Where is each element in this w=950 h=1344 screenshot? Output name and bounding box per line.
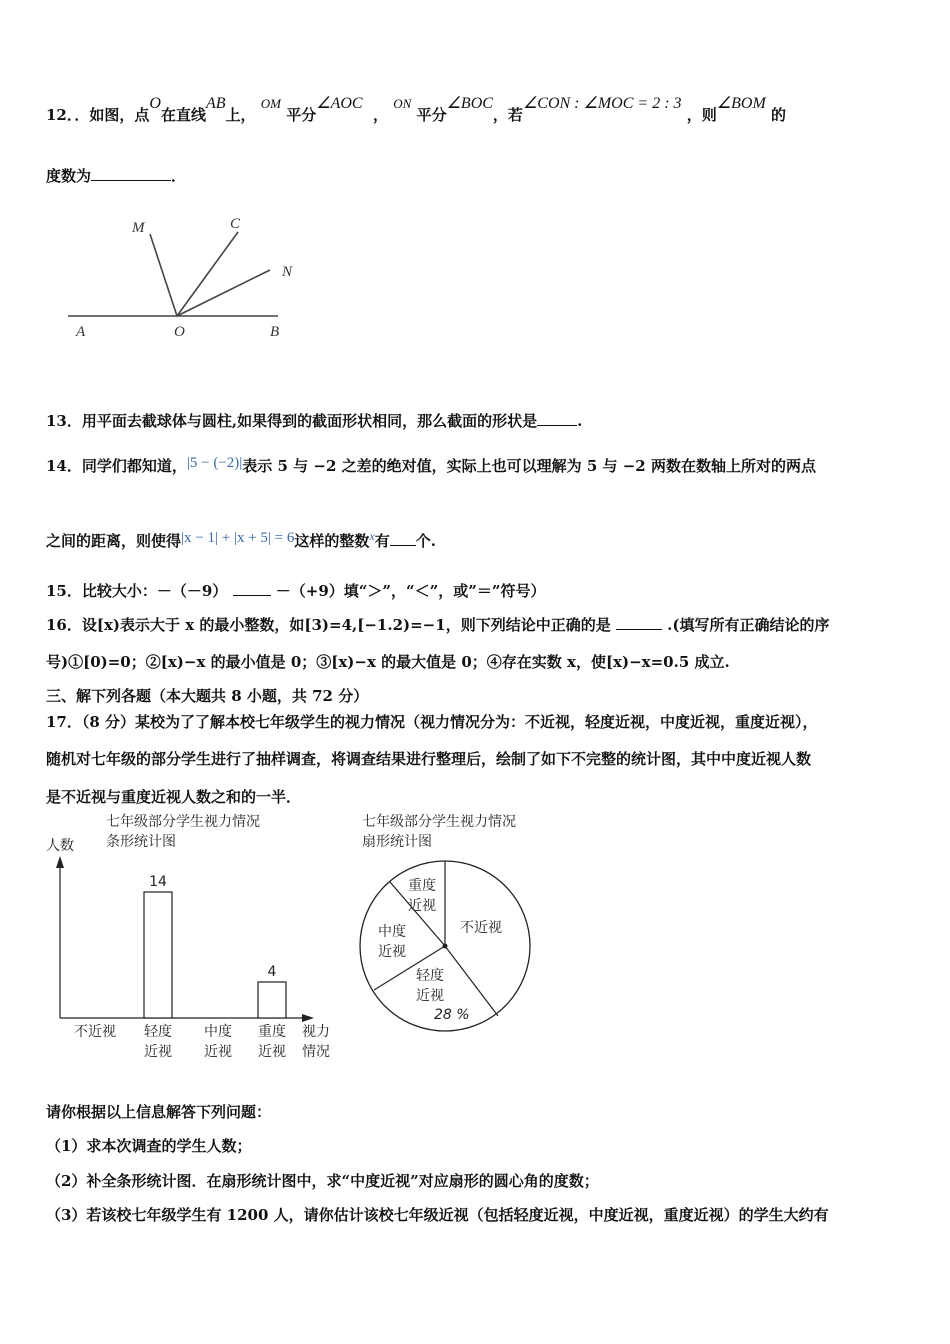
bar-chart-subtitle: 条形统计图	[106, 834, 176, 850]
answer-blank[interactable]	[616, 629, 662, 630]
abs-expr-1: |5 − (−2)|	[186, 455, 243, 471]
q14-text: 14．同学们都知道，	[46, 457, 187, 475]
q17-sub1: （1）求本次调查的学生人数；	[46, 1137, 252, 1155]
slice-label-zhongdu: 近视	[378, 944, 406, 960]
answer-blank[interactable]	[390, 545, 416, 546]
q16-text: 号)①[0)=0；②[x)−x 的最小值是 0；③[x)−x 的最大值是 0；④存在实数 x，使[x)−x=0.5 成立.	[46, 653, 730, 671]
q17-line2: 随机对七年级的部分学生进行了抽样调查，将调查结果进行整理后，绘制了如下不完整的统计图，其中中度近视人数	[46, 750, 812, 768]
q14-text: 这样的整数	[294, 532, 370, 550]
pie-chart-subtitle: 扇形统计图	[362, 834, 432, 850]
slice-label-qingdu: 近视	[416, 988, 444, 1004]
q14-text: 表示 5 与 −2 之差的绝对值，实际上也可以理解为 5 与 −2 两数在数轴上所对的两点	[242, 457, 816, 475]
x-tick-label: 不近视	[74, 1024, 116, 1040]
angle-bom: ∠BOM	[716, 95, 766, 112]
q12-text: ，若	[492, 106, 523, 124]
label-a: A	[76, 324, 86, 340]
section-heading: 三、解下列各题（本大题共 8 小题，共 72 分）	[46, 687, 369, 705]
label-n: N	[282, 264, 293, 280]
x-tick-label: 近视	[258, 1044, 286, 1060]
q14-text: 个.	[415, 532, 436, 550]
q17-sub2: （2）补全条形统计图．在扇形统计图中，求“中度近视”对应扇形的圆心角的度数；	[46, 1172, 599, 1190]
q17-line1: 17．（8 分）某校为了了解本校七年级学生的视力情况（视力情况分为：不近视，轻度近视，中度近视，重度近视），	[46, 713, 818, 731]
angle-boc: ∠BOC	[446, 95, 493, 112]
var-x: x	[369, 529, 375, 543]
q13-text: 13．用平面去截球体与圆柱,如果得到的截面形状相同，那么截面的形状是	[46, 412, 538, 430]
bar-value-label: 4	[267, 964, 277, 980]
point-o: O	[149, 95, 161, 112]
x-tick-label: 近视	[204, 1044, 232, 1060]
ray-om: OM	[260, 96, 281, 111]
bar-4	[258, 982, 286, 1018]
q12-text: 在直线	[160, 106, 206, 124]
q12-text: 平分	[416, 106, 447, 124]
abs-expr-2: |x − 1| + |x + 5| = 6	[181, 530, 295, 546]
label-c: C	[230, 216, 241, 232]
slice-percent-qingdu: 28 %	[434, 1007, 470, 1023]
pie-center	[443, 944, 448, 949]
angle-ratio: ∠CON : ∠MOC = 2 : 3	[522, 95, 682, 112]
ray-om-segment	[150, 234, 177, 316]
q13	[46, 410, 582, 431]
q12-text: ．	[171, 167, 187, 185]
q12-text: 上，	[225, 106, 256, 124]
q16-line2	[46, 651, 730, 672]
bar-chart-title: 七年级部分学生视力情况	[106, 814, 260, 830]
q14-line1	[46, 455, 816, 476]
ray-on-segment	[177, 270, 270, 316]
q12-text: ，则	[686, 106, 717, 124]
q12-text: 平分	[286, 106, 317, 124]
q14-text: 有	[374, 532, 390, 550]
geometry-figure	[60, 210, 320, 350]
pie-chart	[350, 808, 570, 1038]
slice-label-zhongdu: 中度	[378, 924, 406, 940]
slice-label-bujinshi: 不近视	[460, 920, 502, 936]
bar-value-label: 14	[149, 874, 167, 890]
x-axis-label-line1: 视力	[302, 1024, 330, 1040]
bar-chart	[40, 808, 360, 1070]
q15	[46, 580, 546, 601]
angle-aoc: ∠AOC	[316, 95, 363, 112]
q13-text: .	[577, 412, 583, 430]
q12-line2	[46, 165, 186, 186]
q16-text: .(填写所有正确结论的序	[667, 616, 830, 634]
y-axis-label: 人数	[46, 838, 74, 854]
q14-line2	[46, 530, 436, 551]
answer-blank[interactable]	[537, 425, 577, 426]
q14-text: 之间的距离，则使得	[46, 532, 182, 550]
x-tick-label: 近视	[144, 1044, 172, 1060]
q16-text: 16．设[x)表示大于 x 的最小整数，如[3)=4,[−1.2)=−1，则下列结论中正确的是	[46, 616, 611, 634]
q17-intro: 请你根据以上信息解答下列问题：	[46, 1103, 272, 1121]
q15-text: －（+9）填“＞”，“＜”，或”＝”符号）	[275, 582, 546, 600]
q12-text: ，	[373, 106, 389, 124]
ray-oc-segment	[177, 232, 238, 316]
label-m: M	[132, 220, 145, 236]
pie-divider	[445, 946, 498, 1016]
q15-text: 15．比较大小：－（－9）	[46, 582, 228, 600]
x-tick-label: 重度	[258, 1024, 286, 1040]
q16-line1	[46, 614, 830, 635]
q17-sub3: （3）若该校七年级学生有 1200 人，请你估计该校七年级近视（包括轻度近视，中度近视，重度近视）的学生大约有	[46, 1206, 829, 1224]
q12-text: 的	[771, 106, 787, 124]
x-axis-arrow	[302, 1014, 314, 1022]
x-tick-label: 中度	[204, 1024, 232, 1040]
y-axis-arrow	[56, 856, 64, 868]
pie-chart-title: 七年级部分学生视力情况	[362, 814, 516, 830]
q12-number: 12．．如图，点	[46, 106, 150, 124]
label-o: O	[174, 324, 185, 340]
q12-text: 度数为	[46, 167, 92, 185]
answer-blank[interactable]	[233, 595, 271, 596]
x-axis-label-line2: 情况	[302, 1044, 330, 1060]
answer-blank[interactable]	[91, 180, 171, 181]
x-tick-label: 轻度	[144, 1024, 172, 1040]
bar-2	[144, 892, 172, 1018]
q17-line3: 是不近视与重度近视人数之和的一半．	[46, 788, 302, 806]
line-ab: AB	[205, 95, 226, 112]
slice-label-qingdu: 轻度	[416, 968, 444, 984]
slice-label-zhongdu-heavy: 近视	[408, 898, 436, 914]
q12-line1	[46, 95, 787, 125]
slice-label-zhongdu-heavy: 重度	[408, 878, 436, 894]
ray-on: ON	[393, 96, 412, 111]
label-b: B	[270, 324, 280, 340]
